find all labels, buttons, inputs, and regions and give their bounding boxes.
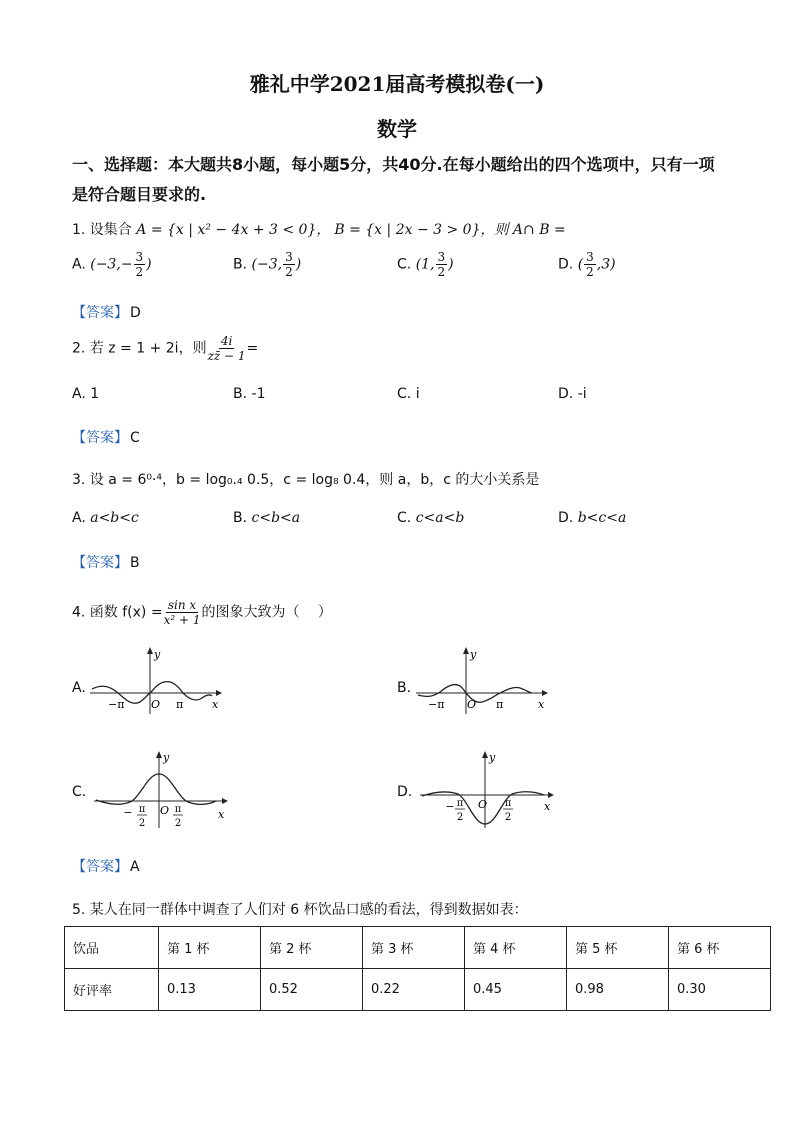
option-text: ,3) [596,256,616,273]
y-axis-label: y [163,751,170,764]
q4-option-c-label: C. [72,784,87,800]
option-text: c<b<a [251,510,301,526]
answer-value: B [130,555,140,571]
q1-option-c [397,250,454,279]
q2-option-c [397,386,420,402]
tick-numerator: π [138,804,146,815]
fraction-numerator: 3 [135,250,144,264]
table-header-cell: 第 1 杯 [159,927,261,969]
q1-option-b [233,250,301,279]
tick-label: −π [108,698,125,711]
option-label: D. [558,510,574,526]
option-text: -i [577,386,587,402]
q4-stem-suffix: 的图象大致为（ ） [201,604,332,621]
option-label: A. [72,386,86,402]
q2-stem-prefix: 2. 若 z = 1 + 2i，则 [72,340,207,357]
x-axis-label: x [218,808,225,821]
option-text: c<a<b [415,510,465,526]
option-label: D. [558,386,574,402]
curve [96,774,216,804]
q2-stem-suffix: = [246,340,259,357]
table-header-cell: 第 4 杯 [465,927,567,969]
table-cell: 0.45 [465,969,567,1011]
option-label: A. [72,256,86,273]
fraction [208,334,246,363]
option-text: (−3, [251,256,283,273]
option-label: B. [233,510,248,526]
tick-label: π [496,698,504,711]
q4-option-a-label: A. [72,680,86,696]
table-cell: 0.22 [363,969,465,1011]
table-header-cell: 第 3 杯 [363,927,465,969]
q2-option-b [233,386,265,402]
q1-set-b: B = {x | 2x − 3 > 0}，则 A∩ B = [334,222,566,238]
option-text: (−3,− [90,256,133,273]
question-3-stem: 3. 设 a = 6⁰·⁴，b = log₀.₄ 0.5，c = log₈ 0.4，则 a，b，c 的大小关系是 [72,472,540,488]
x-axis-arrow [542,690,548,696]
tick-denominator: 2 [456,812,464,823]
option-text: a<b<c [90,510,139,526]
fraction [584,250,596,279]
q4-option-b-label: B. [397,680,412,696]
y-axis-arrow [156,751,162,758]
q4-graph-b [414,646,550,716]
tick-denominator: 2 [174,818,182,829]
fraction [134,250,146,279]
answer-tag: 【答案】 [72,555,128,571]
fraction-denominator: 2 [135,265,144,279]
table-header-row [65,927,771,969]
option-text: ) [146,256,152,273]
origin-label: O [478,798,488,811]
q4-graph-c [92,748,232,830]
tick-label: π [176,698,184,711]
option-label: C. [397,386,412,402]
q2-option-a [72,386,99,402]
answer-tag: 【答案】 [72,859,128,875]
survey-table [64,926,771,1011]
q1-option-a [72,250,152,279]
answer-value: C [130,430,140,446]
x-axis-label: x [538,698,545,711]
q1-stem-prefix: 1. 设集合 [72,222,137,238]
answer-value: D [130,305,141,321]
section-heading-line1: 一、选择题：本大题共8小题，每小题5分，共40分.在每小题给出的四个选项中，只有一项 [72,155,715,174]
option-label: B. [233,386,248,402]
table-row [65,969,771,1011]
answer-value: A [130,859,140,875]
fraction-denominator: 2 [437,265,446,279]
question-1-stem [72,219,566,239]
q1-answer [72,302,141,322]
fraction-numerator: 3 [437,250,446,264]
y-axis-arrow [147,647,153,654]
x-axis-arrow [216,690,222,696]
section-heading-line2: 是符合题目要求的. [72,185,207,204]
x-axis-label: x [212,698,219,711]
table-header-cell: 第 5 杯 [567,927,669,969]
fraction [436,250,448,279]
fraction [283,250,295,279]
fraction-denominator: x² + 1 [163,613,201,627]
fraction-numerator: 3 [586,250,594,264]
option-text: (1, [415,256,435,273]
question-4-stem [72,598,332,627]
y-axis-label: y [470,648,477,661]
fraction [164,598,201,627]
option-label: C. [397,256,412,273]
answer-tag: 【答案】 [72,430,128,446]
option-text: i [415,386,420,402]
table-cell: 0.13 [159,969,261,1011]
q4-graph-d [418,748,558,830]
option-label: C. [397,510,412,526]
q3-option-c [397,510,464,526]
y-axis-arrow [463,647,469,654]
q1-option-d [558,250,616,279]
fraction-denominator: 2 [586,265,594,279]
q3-answer [72,552,140,572]
table-header-cell: 第 6 杯 [669,927,771,969]
q4-graph-a [88,646,224,716]
tick-label: − [123,806,133,819]
option-text: ) [448,256,454,273]
question-5-stem: 5. 某人在同一群体中调查了人们对 6 杯饮品口感的看法，得到数据如表： [72,902,528,918]
origin-label: O [151,698,161,711]
x-axis-arrow [222,798,228,804]
option-label: B. [233,256,248,273]
q4-option-d-label: D. [397,784,413,800]
y-axis-label: y [489,751,496,764]
table-cell: 0.98 [567,969,669,1011]
q2-option-d [558,386,587,402]
fraction-numerator: 3 [285,250,293,264]
q3-option-b [233,510,300,526]
table-cell: 0.30 [669,969,771,1011]
question-2-stem [72,334,258,363]
option-text: ( [577,256,584,273]
q3-option-d [558,510,626,526]
origin-label: O [160,804,170,817]
q4-answer [72,856,140,876]
fraction-denominator: 2 [285,265,293,279]
option-text: ) [295,256,302,273]
origin-label: O [467,698,477,711]
option-text: -1 [251,386,266,402]
fraction-numerator: 4i [220,334,233,348]
q3-option-a [72,510,139,526]
fraction-denominator: zz̄ − 1 [207,349,246,363]
tick-numerator: π [174,804,182,815]
y-axis-label: y [154,648,161,661]
q4-stem-prefix: 4. 函数 f(x) = [72,604,163,621]
tick-label: − [445,800,455,813]
x-axis-arrow [548,792,554,798]
q1-set-a: A = {x | x² − 4x + 3 < 0}， [136,222,331,238]
option-label: D. [558,256,574,273]
table-cell: 好评率 [65,969,159,1011]
y-axis-arrow [482,751,488,758]
tick-denominator: 2 [504,812,512,823]
x-axis-label: x [544,800,551,813]
table-header-cell: 第 2 杯 [261,927,363,969]
tick-numerator: π [504,798,512,809]
fraction-numerator: sin x [167,598,197,612]
q2-answer [72,427,140,447]
doc-subject: 数学 [377,117,417,141]
option-label: A. [72,510,86,526]
tick-label: −π [428,698,445,711]
answer-tag: 【答案】 [72,305,128,321]
tick-numerator: π [456,798,464,809]
tick-denominator: 2 [138,818,146,829]
table-header-cell: 饮品 [65,927,159,969]
doc-title: 雅礼中学2021届高考模拟卷(一) [249,72,545,96]
table-cell: 0.52 [261,969,363,1011]
option-text: b<c<a [577,510,627,526]
option-text: 1 [90,386,100,402]
